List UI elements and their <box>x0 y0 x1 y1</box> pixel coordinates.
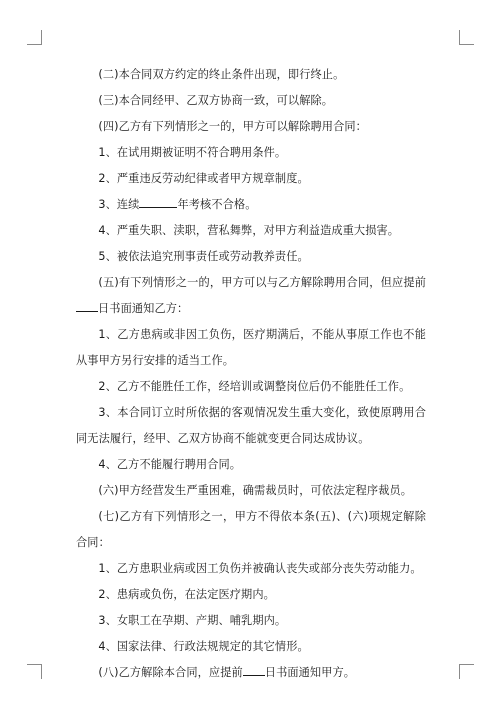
clause-text: 2、患病或负伤，在法定医疗期内。 <box>98 588 275 601</box>
clause-text: 4、国家法律、行政法规规定的其它情形。 <box>98 640 309 653</box>
contract-clause <box>76 556 426 582</box>
clause-text: 1、乙方患病或非因工负伤，医疗期满后，不能从事原工作也不能从事甲方另行安排的适当工作。 <box>76 328 426 367</box>
clause-text: 4、乙方不能履行聘用合同。 <box>98 458 242 471</box>
contract-clause <box>76 400 426 452</box>
crop-mark-bottom-left <box>27 664 42 679</box>
contract-clause <box>76 634 426 660</box>
crop-mark-top-left <box>27 30 42 45</box>
clause-text: 2、严重违反劳动纪律或者甲方规章制度。 <box>98 172 309 185</box>
clause-text: (二)本合同双方约定的终止条件出现，即行终止。 <box>98 68 345 81</box>
clause-text: 4、严重失职、渎职，营私舞弊，对甲方利益造成重大损害。 <box>98 224 400 237</box>
clause-text: 5、被依法追究刑事责任或劳动教养责任。 <box>98 250 309 263</box>
contract-clause <box>76 478 426 504</box>
contract-clause <box>76 504 426 556</box>
fill-in-blank <box>76 300 98 312</box>
clause-text: 日书面通知甲方。 <box>264 666 356 679</box>
contract-clause <box>76 582 426 608</box>
contract-clause <box>76 192 426 218</box>
contract-clause <box>76 374 426 400</box>
contract-clause <box>76 452 426 478</box>
clause-text: 1、在试用期被证明不符合聘用条件。 <box>98 146 287 159</box>
contract-clause <box>76 244 426 270</box>
contract-clause <box>76 140 426 166</box>
contract-clause <box>76 114 426 140</box>
fill-in-blank <box>243 664 265 676</box>
clause-text: (七)乙方有下列情形之一，甲方不得依本条(五)、(六)项规定解除合同： <box>76 510 426 549</box>
fill-in-blank <box>139 196 177 208</box>
crop-mark-top-right <box>459 30 474 45</box>
crop-mark-bottom-right <box>459 664 474 679</box>
contract-clause <box>76 608 426 634</box>
contract-clause <box>76 62 426 88</box>
contract-clause <box>76 166 426 192</box>
clause-text: (八)乙方解除本合同，应提前 <box>98 666 243 679</box>
contract-clause <box>76 660 426 686</box>
clause-text: 年考核不合格。 <box>177 198 257 211</box>
clause-text: 3、连续 <box>98 198 140 211</box>
clause-text: 1、乙方患职业病或因工负伤并被确认丧失或部分丧失劳动能力。 <box>98 562 422 575</box>
clause-text: 日书面通知乙方： <box>98 302 189 315</box>
contract-clause <box>76 322 426 374</box>
clause-text: (六)甲方经营发生严重困难，确需裁员时，可依法定程序裁员。 <box>98 484 413 497</box>
document-body <box>76 62 426 686</box>
clause-text: (五)有下列情形之一的，甲方可以与乙方解除聘用合同，但应提前 <box>98 276 426 289</box>
clause-text: 3、本合同订立时所依据的客观情况发生重大变化，致使原聘用合同无法履行，经甲、乙双方协商不能就变更合同达成协议。 <box>76 406 426 445</box>
clause-text: 2、乙方不能胜任工作，经培训或调整岗位后仍不能胜任工作。 <box>98 380 411 393</box>
clause-text: 3、女职工在孕期、产期、哺乳期内。 <box>98 614 287 627</box>
contract-clause <box>76 270 426 322</box>
contract-clause <box>76 218 426 244</box>
contract-clause <box>76 88 426 114</box>
clause-text: (三)本合同经甲、乙双方协商一致，可以解除。 <box>98 94 334 107</box>
clause-text: (四)乙方有下列情形之一的，甲方可以解除聘用合同： <box>98 120 367 133</box>
